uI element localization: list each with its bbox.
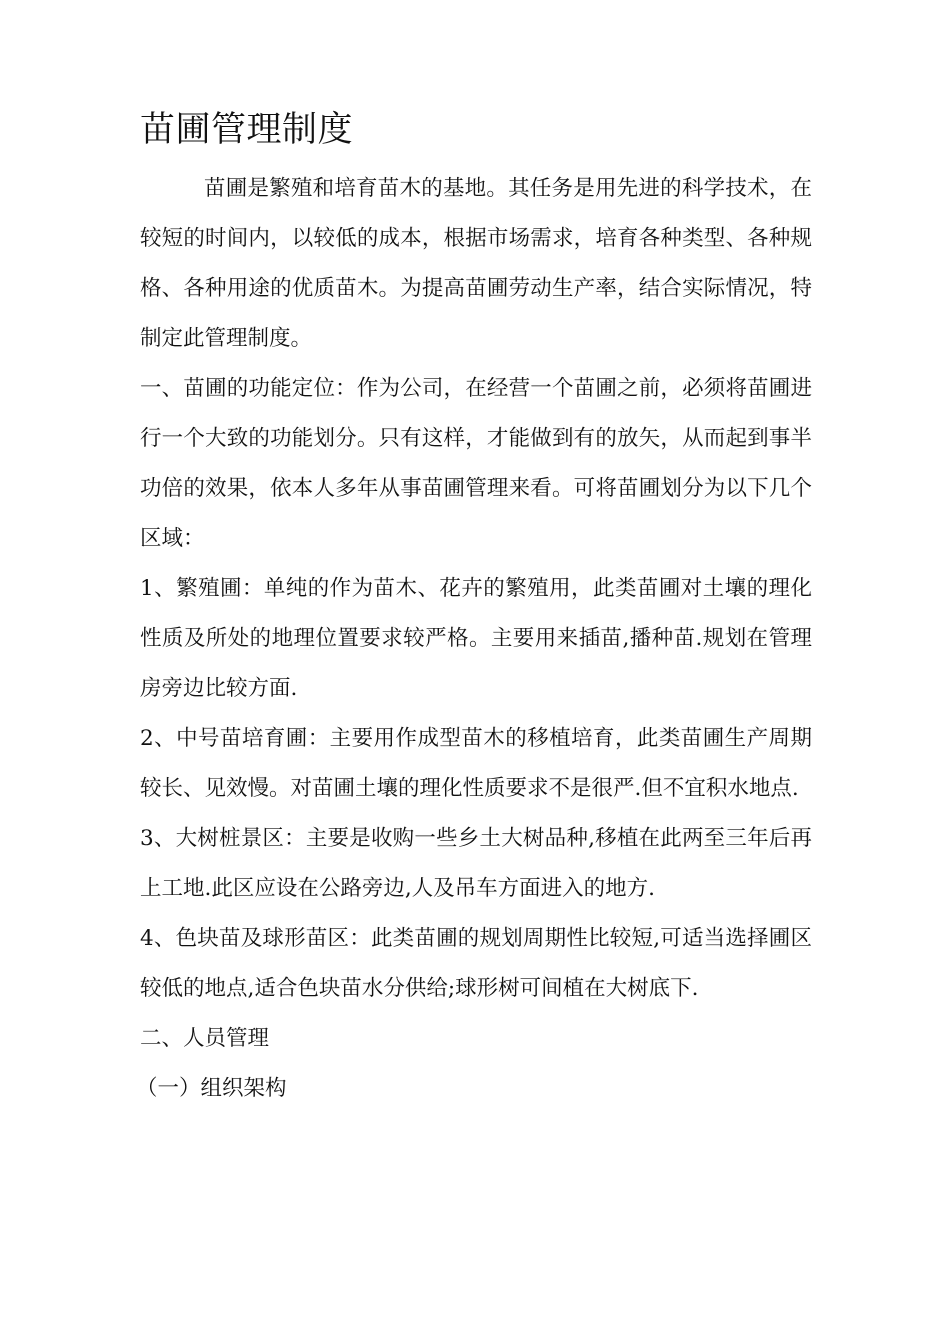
document-title: 苗圃管理制度 [140,110,354,150]
intro-paragraph: 苗圃是繁殖和培育苗木的基地。其任务是用先进的科学技术，在较短的时间内，以较低的成本，根据市场需求，培育各种类型、各种规格、各种用途的优质苗木。为提高苗圃劳动生产率，结合实际情况，特制定此管理制度。 [140,176,812,351]
item-4-paragraph: 4、色块苗及球形苗区：此类苗圃的规划周期性比较短,可适当选择圃区较低的地点,适合色块苗水分供给;球形树可间植在大树底下. [140,926,812,1001]
section-two-heading: 二、人员管理 [140,1026,270,1051]
item-3-paragraph: 3、大树桩景区：主要是收购一些乡土大树品种,移植在此两至三年后再上工地.此区应设在公路旁边,人及吊车方面进入的地方. [140,826,812,901]
item-2-paragraph: 2、中号苗培育圃：主要用作成型苗木的移植培育，此类苗圃生产周期较长、见效慢。对苗圃土壤的理化性质要求不是很严.但不宜积水地点. [140,726,812,801]
subsection-heading: （一）组织架构 [136,1076,287,1101]
document-body [136,106,812,1114]
section-one-paragraph: 一、苗圃的功能定位：作为公司，在经营一个苗圃之前，必须将苗圃进行一个大致的功能划分。只有这样，才能做到有的放矢，从而起到事半功倍的效果，依本人多年从事苗圃管理来看。可将苗圃划分为以下几个区域： [140,376,812,551]
item-1-paragraph: 1、繁殖圃：单纯的作为苗木、花卉的繁殖用，此类苗圃对土壤的理化性质及所处的地理位置要求较严格。主要用来插苗,播种苗.规划在管理房旁边比较方面. [140,576,812,701]
